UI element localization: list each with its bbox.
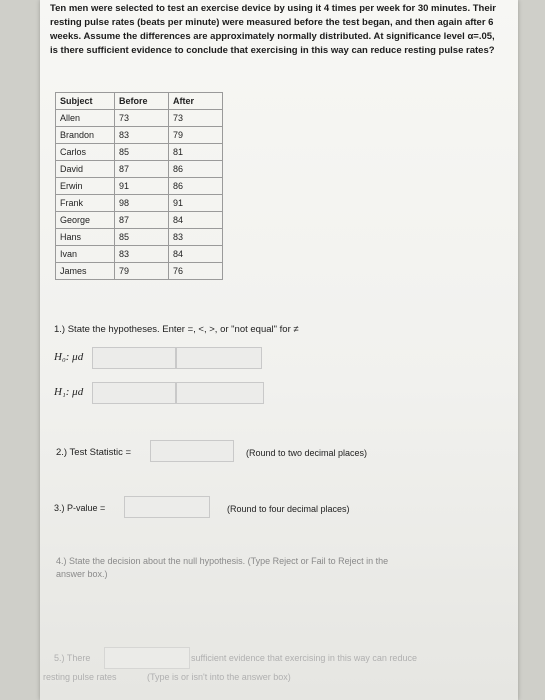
p-value-hint: (Round to four decimal places) xyxy=(227,504,350,514)
intro-line: resting pulse rates (beats per minute) were measured before the test began, and then again after 6 xyxy=(50,17,494,28)
h0-operator-input[interactable] xyxy=(92,347,176,369)
table-header-row xyxy=(56,93,223,110)
before-cell: 85 xyxy=(115,229,169,246)
table-row xyxy=(56,195,223,212)
test-statistic-hint: (Round to two decimal places) xyxy=(246,448,368,458)
before-cell: 79 xyxy=(115,263,169,280)
after-cell: 91 xyxy=(169,195,223,212)
before-cell: 85 xyxy=(115,144,169,161)
subject-cell: Frank xyxy=(56,195,115,212)
p-value-input[interactable] xyxy=(124,496,210,518)
before-cell: 87 xyxy=(115,161,169,178)
before-cell: 98 xyxy=(115,195,169,212)
subject-cell: James xyxy=(56,263,115,280)
pulse-rate-table xyxy=(55,92,223,280)
before-cell: 83 xyxy=(115,127,169,144)
test-statistic-input[interactable] xyxy=(150,440,234,462)
subject-cell: George xyxy=(56,212,115,229)
problem-statement xyxy=(50,2,510,58)
after-cell: 83 xyxy=(169,229,223,246)
conclusion-hint: (Type is or isn't into the answer box) xyxy=(147,672,291,682)
before-cell: 91 xyxy=(115,178,169,195)
conclusion-prompt-end: resting pulse rates xyxy=(43,672,117,682)
subject-cell: Carlos xyxy=(56,144,115,161)
intro-line: is there sufficient evidence to conclude that exercising in this way can reduce resting pulse rates? xyxy=(50,45,495,56)
table-row xyxy=(56,246,223,263)
subject-cell: Erwin xyxy=(56,178,115,195)
subject-cell: Ivan xyxy=(56,246,115,263)
subject-cell: David xyxy=(56,161,115,178)
before-cell: 87 xyxy=(115,212,169,229)
conclusion-prompt-middle: sufficient evidence that exercising in this way can reduce xyxy=(191,653,417,663)
subject-cell: Allen xyxy=(56,110,115,127)
after-cell: 84 xyxy=(169,246,223,263)
before-cell: 73 xyxy=(115,110,169,127)
test-statistic-label: 2.) Test Statistic = xyxy=(56,447,132,458)
decision-prompt-line: 4.) State the decision about the null hypothesis. (Type Reject or Fail to Reject in the xyxy=(56,556,389,566)
p-value-label: 3.) P-value = xyxy=(54,503,106,513)
after-cell: 76 xyxy=(169,263,223,280)
table-row xyxy=(56,110,223,127)
worksheet-page xyxy=(40,0,518,700)
table-row xyxy=(56,229,223,246)
table-row xyxy=(56,127,223,144)
intro-line: weeks. Assume the differences are approximately normally distributed. At significance level α=.05, xyxy=(50,31,495,42)
h0-value-input[interactable] xyxy=(176,347,262,369)
table-row xyxy=(56,144,223,161)
after-cell: 84 xyxy=(169,212,223,229)
intro-line: Ten men were selected to test an exercise device by using it 4 times per week for 30 minutes. Their xyxy=(50,3,496,14)
null-hypothesis-label: H₀: μd xyxy=(54,351,84,363)
decision-prompt xyxy=(56,555,388,581)
after-cell: 86 xyxy=(169,178,223,195)
table-row xyxy=(56,212,223,229)
alternative-hypothesis-label: H₁: μd xyxy=(54,386,84,398)
after-cell: 73 xyxy=(169,110,223,127)
h1-value-input[interactable] xyxy=(176,382,264,404)
after-cell: 81 xyxy=(169,144,223,161)
after-cell: 79 xyxy=(169,127,223,144)
column-header-after: After xyxy=(169,93,223,110)
subject-cell: Hans xyxy=(56,229,115,246)
table-row xyxy=(56,161,223,178)
column-header-before: Before xyxy=(115,93,169,110)
column-header-subject: Subject xyxy=(56,93,115,110)
table-row xyxy=(56,178,223,195)
subject-cell: Brandon xyxy=(56,127,115,144)
decision-prompt-line: answer box.) xyxy=(56,569,108,579)
conclusion-prompt-start: 5.) There xyxy=(54,653,91,663)
hypotheses-prompt: 1.) State the hypotheses. Enter =, <, >, or "not equal" for ≠ xyxy=(54,324,299,335)
conclusion-is-isnt-input[interactable] xyxy=(104,647,190,669)
before-cell: 83 xyxy=(115,246,169,263)
table-row xyxy=(56,263,223,280)
after-cell: 86 xyxy=(169,161,223,178)
h1-operator-input[interactable] xyxy=(92,382,176,404)
